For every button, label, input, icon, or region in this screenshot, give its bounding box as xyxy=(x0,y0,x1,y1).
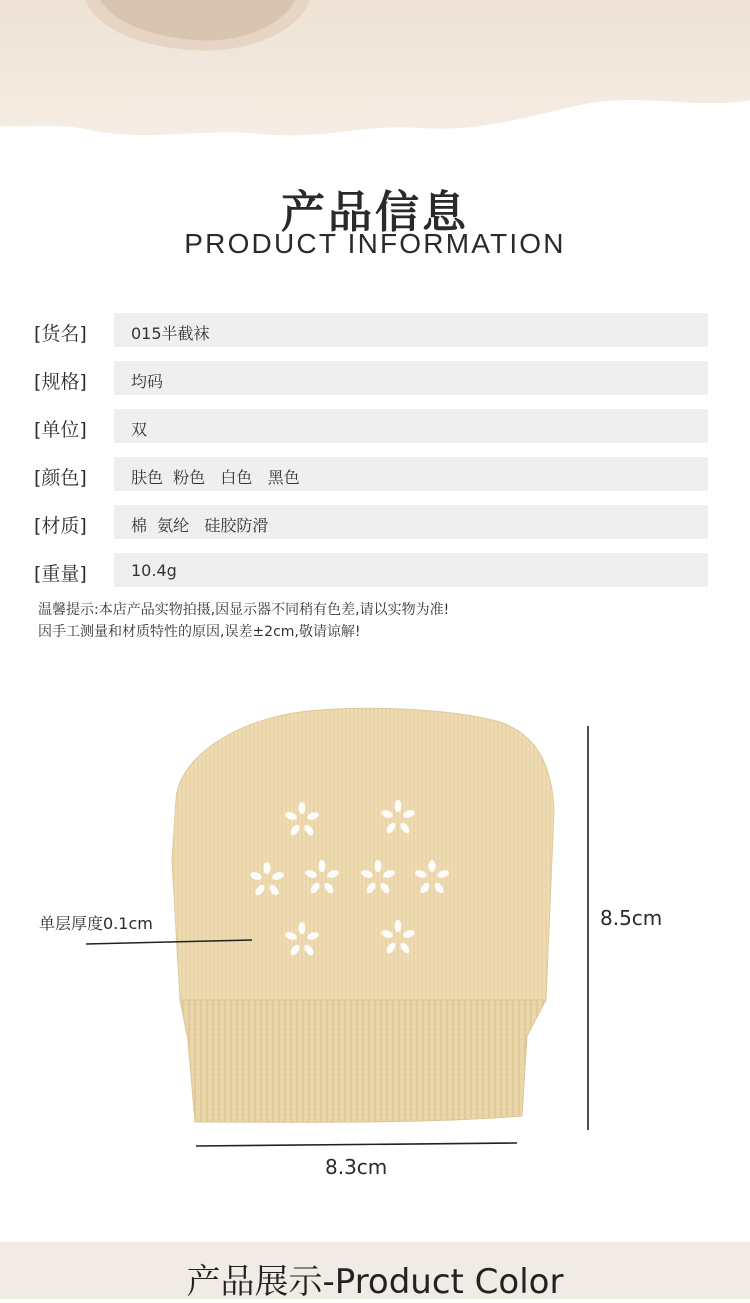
spec-label: [货名] xyxy=(34,323,87,345)
product-color-title: 产品展示-Product Color xyxy=(186,1262,564,1302)
spec-value: 棉 氨纶 硅胶防滑 xyxy=(131,516,269,535)
spec-value: 015半截袜 xyxy=(131,324,210,343)
spec-bar xyxy=(114,409,708,443)
spec-bar xyxy=(114,553,708,587)
section-title-en: PRODUCT INFORMATION xyxy=(184,228,566,259)
spec-value: 双 xyxy=(131,420,148,439)
spec-value: 肤色 粉色 白色 黑色 xyxy=(131,468,300,487)
product-color-header xyxy=(0,1242,750,1302)
spec-row-size xyxy=(0,361,750,395)
spec-label: [颜色] xyxy=(34,467,87,489)
spec-label: [规格] xyxy=(34,371,87,393)
width-label: 8.3cm xyxy=(325,1155,388,1179)
spec-label: [重量] xyxy=(34,563,87,585)
spec-label: [材质] xyxy=(34,515,87,537)
top-banner-image xyxy=(0,0,750,140)
spec-row-weight xyxy=(0,553,750,587)
spec-row-color xyxy=(0,457,750,491)
height-label: 8.5cm xyxy=(600,906,663,930)
spec-row-material xyxy=(0,505,750,539)
notice-line-2: 因手工测量和材质特性的原因,误差±2cm,敬请谅解! xyxy=(38,624,361,640)
sock-cuff xyxy=(180,1000,546,1122)
spec-label: [单位] xyxy=(34,419,87,441)
thickness-label: 单层厚度0.1cm xyxy=(39,914,153,933)
notice-line-1: 温馨提示:本店产品实物拍摄,因显示器不同稍有色差,请以实物为准! xyxy=(38,602,450,618)
sock-body xyxy=(172,708,554,1000)
spec-value: 10.4g xyxy=(131,561,177,580)
section-title-cn: 产品信息 xyxy=(281,187,469,238)
width-dimension-line xyxy=(196,1143,517,1146)
spec-row-name xyxy=(0,313,750,347)
product-image xyxy=(0,690,750,1190)
spec-value: 均码 xyxy=(131,372,164,391)
spec-row-unit xyxy=(0,409,750,443)
spec-bar xyxy=(114,361,708,395)
